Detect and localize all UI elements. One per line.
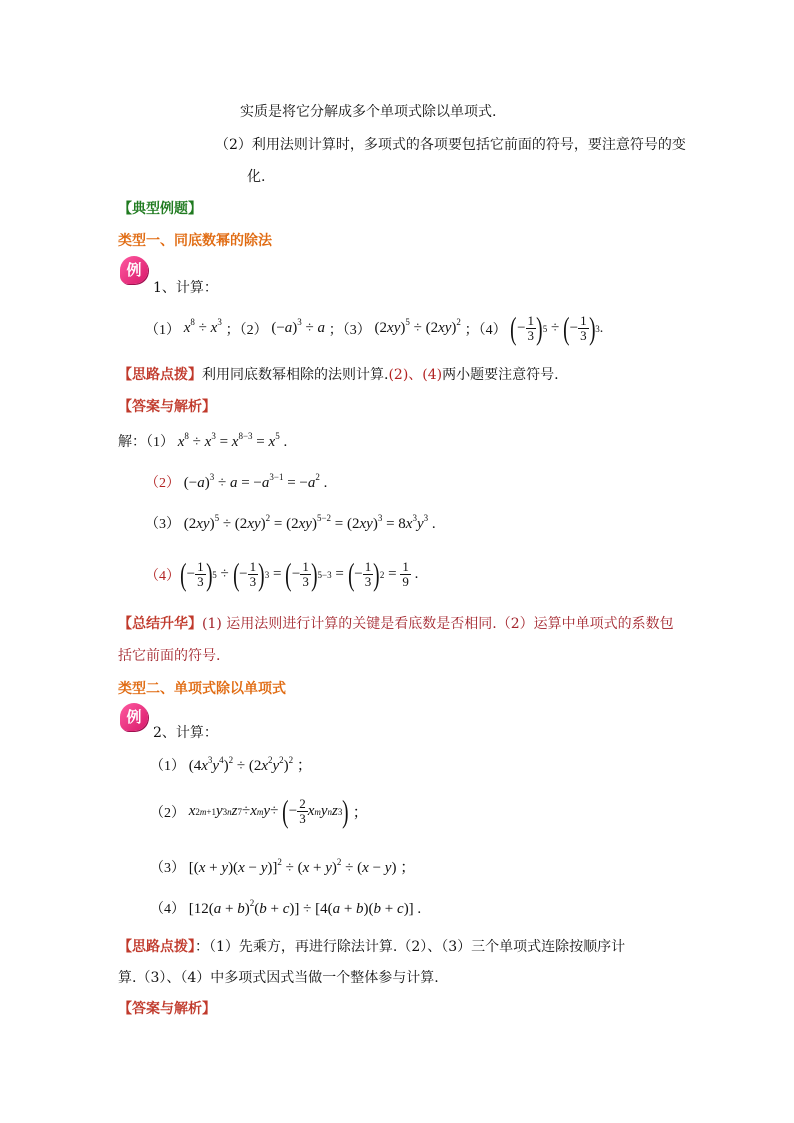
ex1-end: .	[599, 320, 604, 336]
answer1-label: 【答案与解析】	[118, 399, 216, 415]
ex1-prompt: 1、计算：	[153, 280, 218, 296]
answer1-label-3: （3）	[145, 517, 180, 532]
ex1-expressions	[145, 310, 603, 347]
intro-line-3: 化.	[247, 169, 266, 185]
hint2-label: 【思路点拨】	[118, 939, 195, 955]
answer1-line-2	[145, 472, 327, 492]
ex2-expr-1: $(4x^3y^4)^2 \div (2x^2y^2)^2$ ；	[188, 755, 312, 774]
ex1-label-1: （1）	[145, 322, 180, 338]
hint2-line-1	[118, 936, 625, 956]
ex1-label-2: ；（2）	[225, 322, 268, 338]
answer1-expr-4: ( − $\frac{1}{3}$ ) 5 ÷ ( − $\frac{1}{3}$ ) 3 = ( − $\frac{1}{3}$ ) 5−3 = ( − $\frac{1}{3}$ ) 2 = $\frac{1}{9}$ .	[180, 556, 419, 592]
ex2-label-3: （3）	[150, 861, 185, 876]
ex2-item-4	[150, 898, 421, 918]
ex2-expr-2: x 2m+1 y 3n z 7 ÷ x m y ÷ ( − $\frac{2}{3}$ x m y n z 3 ) ；	[188, 793, 368, 829]
example-badge-1: 例	[120, 256, 148, 284]
hint1-text: 利用同底数幂相除的法则计算.	[202, 367, 389, 383]
ex2-item-2	[150, 793, 368, 830]
answer1-expr-3: $(2xy)^5 \div (2xy)^2 = (2xy)^{5-2} = (2xy)^3 = 8x^3y^3$ .	[183, 513, 436, 532]
type2-heading: 类型二、单项式除以单项式	[118, 681, 286, 697]
hint2-text-1: ：（1）先乘方，再进行除法计算.（2）、（3）三个单项式连除按顺序计	[195, 939, 626, 955]
answer1-line-1	[118, 431, 287, 451]
answer2-label: 【答案与解析】	[118, 1001, 216, 1017]
ex2-label-1: （1）	[150, 759, 185, 774]
ex1-label-3: ；（3）	[328, 322, 371, 338]
ex2-expr-3: $[(x + y)(x - y)]^2 \div (x + y)^2 \div (x - y)$ ；	[188, 857, 416, 876]
summary1-label: 【总结升华】	[118, 616, 202, 632]
summary1-text-1: (1) 运用法则进行计算的关键是看底数是否相同.（2）运算中单项式的系数包	[202, 616, 674, 632]
ex2-item-3	[150, 856, 415, 877]
ex2-expr-4: $[12(a + b)^2(b + c)] \div [4(a + b)(b + c)]$ .	[188, 898, 422, 917]
ex1-expr-1: $x^8 \div x^3$	[183, 317, 222, 336]
hint2-line-2: 算.（3）、（4）中多项式因式当做一个整体参与计算.	[118, 970, 439, 986]
summary1-line-2: 括它前面的符号.	[118, 648, 221, 664]
answer1-expr-2: $(-a)^3 \div a = -a^{3-1} = -a^2$ .	[183, 472, 328, 491]
hint1-label: 【思路点拨】	[118, 367, 202, 383]
ex1-expr-4: ( − $\frac{1}{3}$ ) 5 ÷ ( − $\frac{1}{3}$ ) 3	[510, 310, 600, 346]
answer1-expr-1: $x^8 \div x^3 = x^{8-3} = x^5$ .	[177, 431, 288, 450]
answer1-line-4	[145, 556, 418, 593]
hint1-note: (2)、(4)	[388, 367, 443, 383]
hint1-text2: 两小题要注意符号.	[442, 367, 559, 383]
answer1-line-3	[145, 513, 436, 533]
ex2-item-1	[150, 754, 312, 775]
ex1-label-4: ；（4）	[464, 322, 507, 338]
ex1-expr-3: $(2xy)^5 \div (2xy)^2$	[370, 317, 461, 336]
answer1-label-2: （2）	[145, 476, 180, 491]
examples-heading: 【典型例题】	[118, 201, 202, 217]
intro-line-2: （2）利用法则计算时，多项式的各项要包括它前面的符号，要注意符号的变	[215, 137, 686, 153]
ex2-label-4: （4）	[150, 902, 185, 917]
ex2-label-2: （2）	[150, 805, 185, 821]
example-badge-2: 例	[120, 703, 148, 731]
ex2-prompt: 2、计算：	[153, 725, 218, 741]
answer1-jie: 解：（1）	[118, 435, 174, 450]
type1-heading: 类型一、同底数幂的除法	[118, 233, 272, 249]
intro-line-1: 实质是将它分解成多个单项式除以单项式.	[240, 104, 497, 120]
hint1-line	[118, 364, 559, 384]
ex1-expr-2: $(-a)^3 \div a$	[267, 317, 326, 336]
summary1-line-1	[118, 613, 674, 633]
answer1-label-4: （4）	[145, 568, 180, 584]
